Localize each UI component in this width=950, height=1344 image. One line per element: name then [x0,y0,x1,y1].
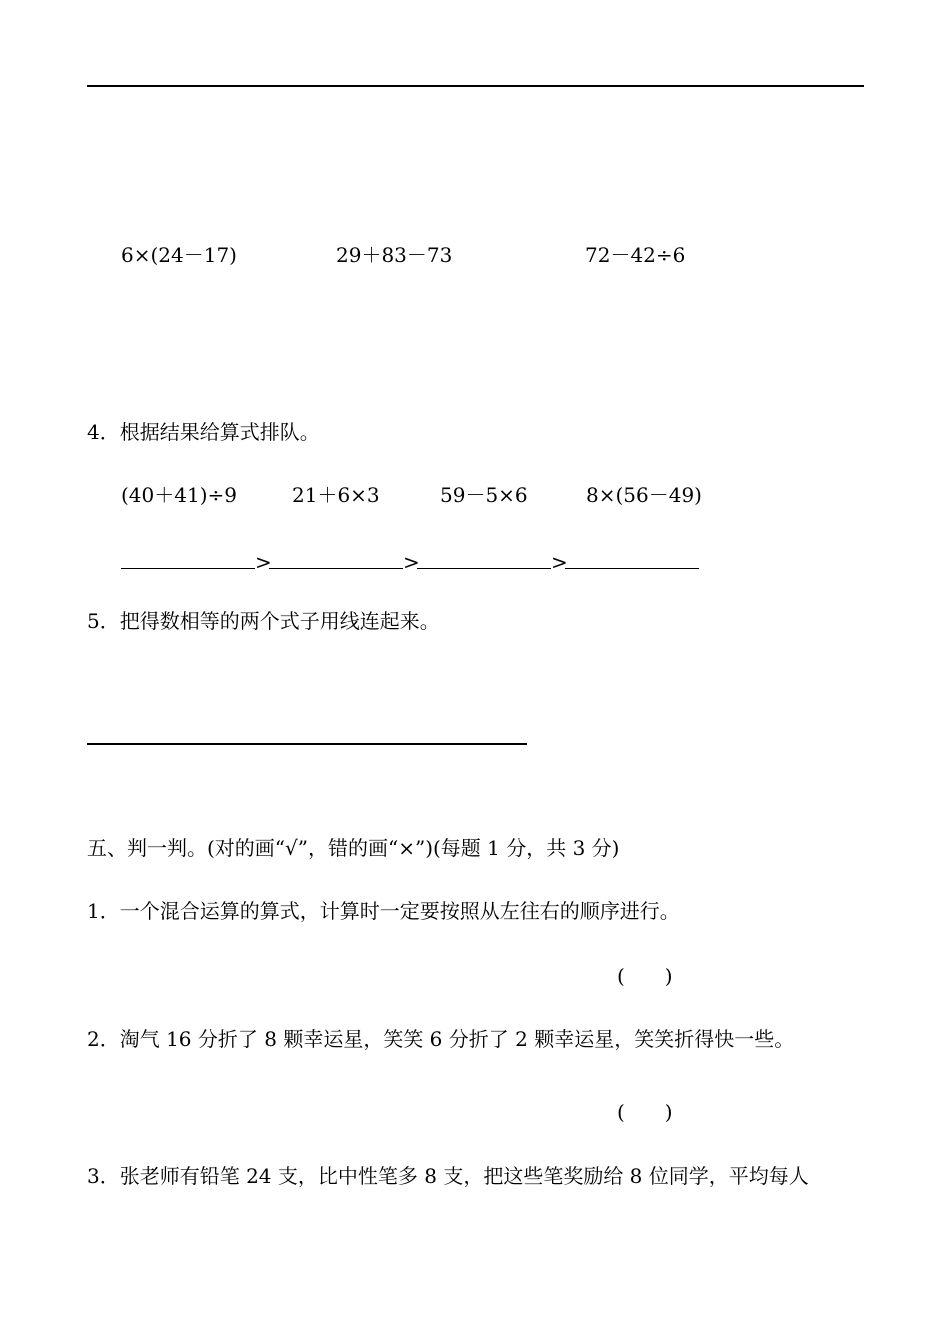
q4-expression-4: 8×(56－49) [586,483,702,507]
expression-2: 29＋83－73 [336,243,453,267]
q4-expression-3: 59－5×6 [440,483,528,507]
q4-expression-2: 21＋6×3 [292,483,380,507]
section-divider [87,743,527,745]
section5-heading: 五、判一判。(对的画“√”，错的画“×”)(每题 1 分，共 3 分) [87,836,620,860]
q4-greater-than-1: > [255,550,272,574]
judge-answer-2[interactable]: ( ) [617,1100,673,1124]
judge-item-3: 3．张老师有铅笔 24 支，比中性笔多 8 支，把这些笔奖励给 8 位同学，平均每人 [87,1164,809,1188]
q4-greater-than-3: > [551,550,568,574]
expression-1: 6×(24－17) [121,243,237,267]
q5-title: 5．把得数相等的两个式子用线连起来。 [87,609,440,633]
q4-title: 4．根据结果给算式排队。 [87,420,320,444]
q4-answer-row [121,550,699,572]
q4-blank-3[interactable] [417,550,551,569]
q4-greater-than-2: > [403,550,420,574]
judge-answer-1[interactable]: ( ) [617,964,673,988]
q4-expression-1: (40＋41)÷9 [121,483,237,507]
expression-3: 72－42÷6 [585,243,686,267]
judge-item-2: 2．淘气 16 分折了 8 颗幸运星，笑笑 6 分折了 2 颗幸运星，笑笑折得快一些。 [87,1027,795,1051]
judge-item-1: 1．一个混合运算的算式，计算时一定要按照从左往右的顺序进行。 [87,899,680,923]
q4-blank-2[interactable] [269,550,403,569]
top-rule [87,85,864,87]
q4-blank-1[interactable] [121,550,255,569]
q4-blank-4[interactable] [565,550,699,569]
